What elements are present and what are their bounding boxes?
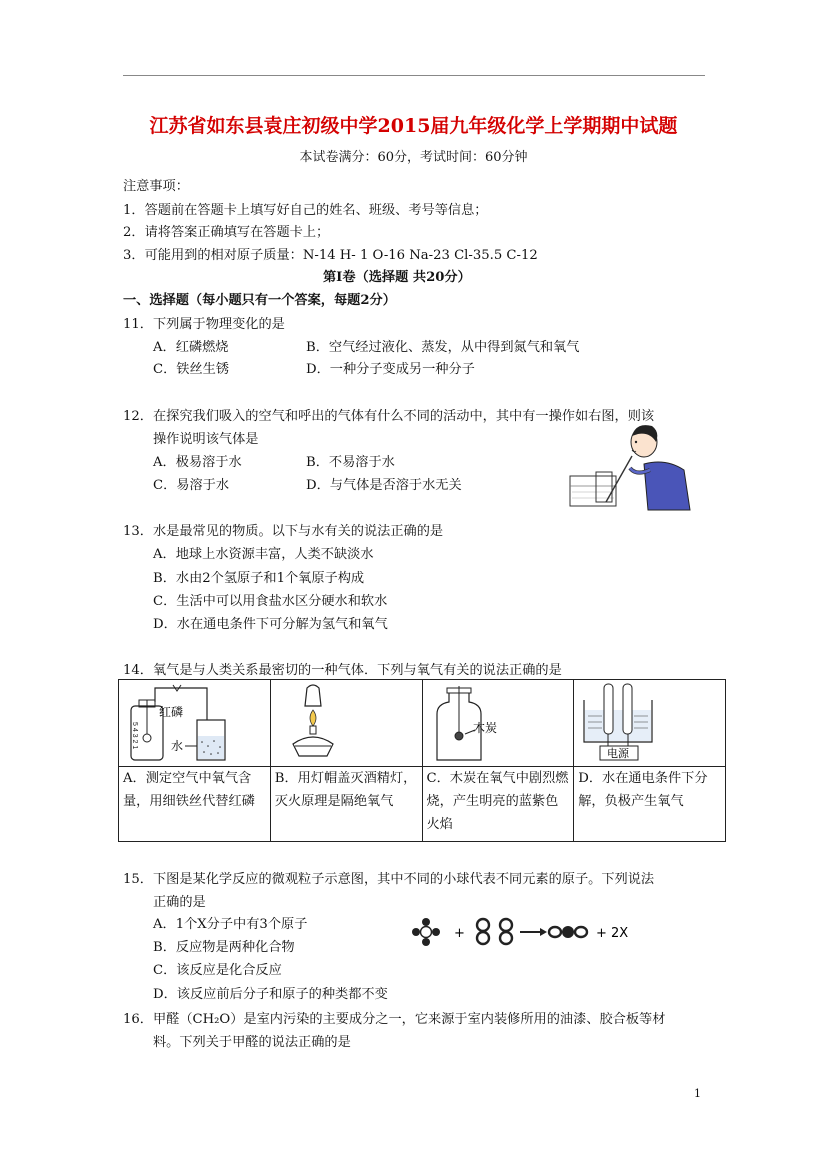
header-rule <box>123 75 705 76</box>
note-item: 1．答题前在答题卡上填写好自己的姓名、班级、考号等信息； <box>123 203 488 218</box>
question-stem: 16．甲醛（CH₂O）是室内污染的主要成分之一，它来源于室内装修所用的油漆、胶合板等材 <box>123 1012 666 1027</box>
page-number: 1 <box>694 1087 701 1100</box>
option-d: D．水在通电条件下分解，负极产生氧气 <box>574 767 726 842</box>
question-stem-cont: 正确的是 <box>153 895 206 910</box>
question-stem-cont: 操作说明该气体是 <box>153 432 259 447</box>
charcoal-bottle-figure <box>423 680 573 766</box>
scale-marks: 5 4 3 2 1 <box>131 722 138 750</box>
option-b: B．水由2个氢原子和1个氧原子构成 <box>153 571 365 586</box>
option-b: B．用灯帽盖灭酒精灯，灭火原理是隔绝氧气 <box>270 767 422 842</box>
q14-option-table <box>118 679 726 842</box>
plus-2x-label: + 2X <box>596 926 629 941</box>
option-a: A．1个X分子中有3个原子 <box>153 917 308 932</box>
note-item: 3．可能用到的相对原子质量：N-14 H- 1 O-16 Na-23 Cl-35.5 C-12 <box>123 248 538 263</box>
option-c: C．易溶于水 <box>153 478 230 493</box>
option-a: A．测定空气中氧气含量，用细铁丝代替红磷 <box>119 767 271 842</box>
question-stem: 11．下列属于物理变化的是 <box>123 317 285 332</box>
option-b: B．不易溶于水 <box>306 455 395 470</box>
figure-cell-a <box>119 680 271 767</box>
figure-cell-d <box>574 680 726 767</box>
note-item: 2．请将答案正确填写在答题卡上； <box>123 225 330 240</box>
option-c: C．生活中可以用食盐水区分硬水和软水 <box>153 594 388 609</box>
breathing-experiment-figure <box>566 420 696 512</box>
option-a: A．红磷燃烧 <box>153 340 229 355</box>
label-red-phosphorus: 红磷 <box>159 705 184 719</box>
option-d: D．与气体是否溶于水无关 <box>306 478 462 493</box>
question-stem: 12．在探究我们吸入的空气和呼出的气体有什么不同的活动中，其中有一操作如右图，则该 <box>123 409 655 424</box>
option-a: A．极易溶于水 <box>153 455 242 470</box>
plus-sign: + <box>454 926 465 941</box>
figure-cell-b <box>270 680 422 767</box>
part-title: 第Ⅰ卷（选择题 共20分） <box>323 270 471 285</box>
reaction-diagram <box>408 915 658 949</box>
option-c: C．该反应是化合反应 <box>153 963 282 978</box>
option-d: D．一种分子变成另一种分子 <box>306 362 475 377</box>
page-title: 江苏省如东县袁庄初级中学2015届九年级化学上学期期中试题 <box>149 115 678 137</box>
label-water: 水 <box>171 739 184 753</box>
option-c: C．木炭在氧气中剧烈燃烧，产生明亮的蓝紫色火焰 <box>422 767 574 842</box>
notes-heading: 注意事项： <box>123 179 189 194</box>
label-charcoal: 木炭 <box>472 721 497 735</box>
option-b: B．反应物是两种化合物 <box>153 940 295 955</box>
label-power: 电源 <box>607 747 630 760</box>
figure-cell-c <box>422 680 574 767</box>
phosphorus-oxygen-apparatus <box>119 680 269 766</box>
electrolysis-figure <box>574 680 724 766</box>
molecule-pair-1 <box>477 919 489 944</box>
exam-info: 本试卷满分：60分，考试时间：60分钟 <box>299 150 528 165</box>
molecule-pair-2 <box>500 919 512 944</box>
question-stem: 14．氧气是与人类关系最密切的一种气体．下列与氧气有关的说法正确的是 <box>123 663 562 678</box>
option-d: D．该反应前后分子和原子的种类都不变 <box>153 987 388 1002</box>
option-b: B．空气经过液化、蒸发，从中得到氮气和氧气 <box>306 340 580 355</box>
question-stem: 13．水是最常见的物质。以下与水有关的说法正确的是 <box>123 524 444 539</box>
option-a: A．地球上水资源丰富，人类不缺淡水 <box>153 547 374 562</box>
question-stem: 15．下图是某化学反应的微观粒子示意图，其中不同的小球代表不同元素的原子。下列说法 <box>123 872 655 887</box>
option-c: C．铁丝生锈 <box>153 362 230 377</box>
question-stem-cont: 料。下列关于甲醛的说法正确的是 <box>153 1035 351 1050</box>
option-d: D．水在通电条件下可分解为氢气和氧气 <box>153 617 388 632</box>
section-heading: 一、选择题（每小题只有一个答案，每题2分） <box>123 293 396 308</box>
alcohol-lamp-figure <box>271 680 421 766</box>
